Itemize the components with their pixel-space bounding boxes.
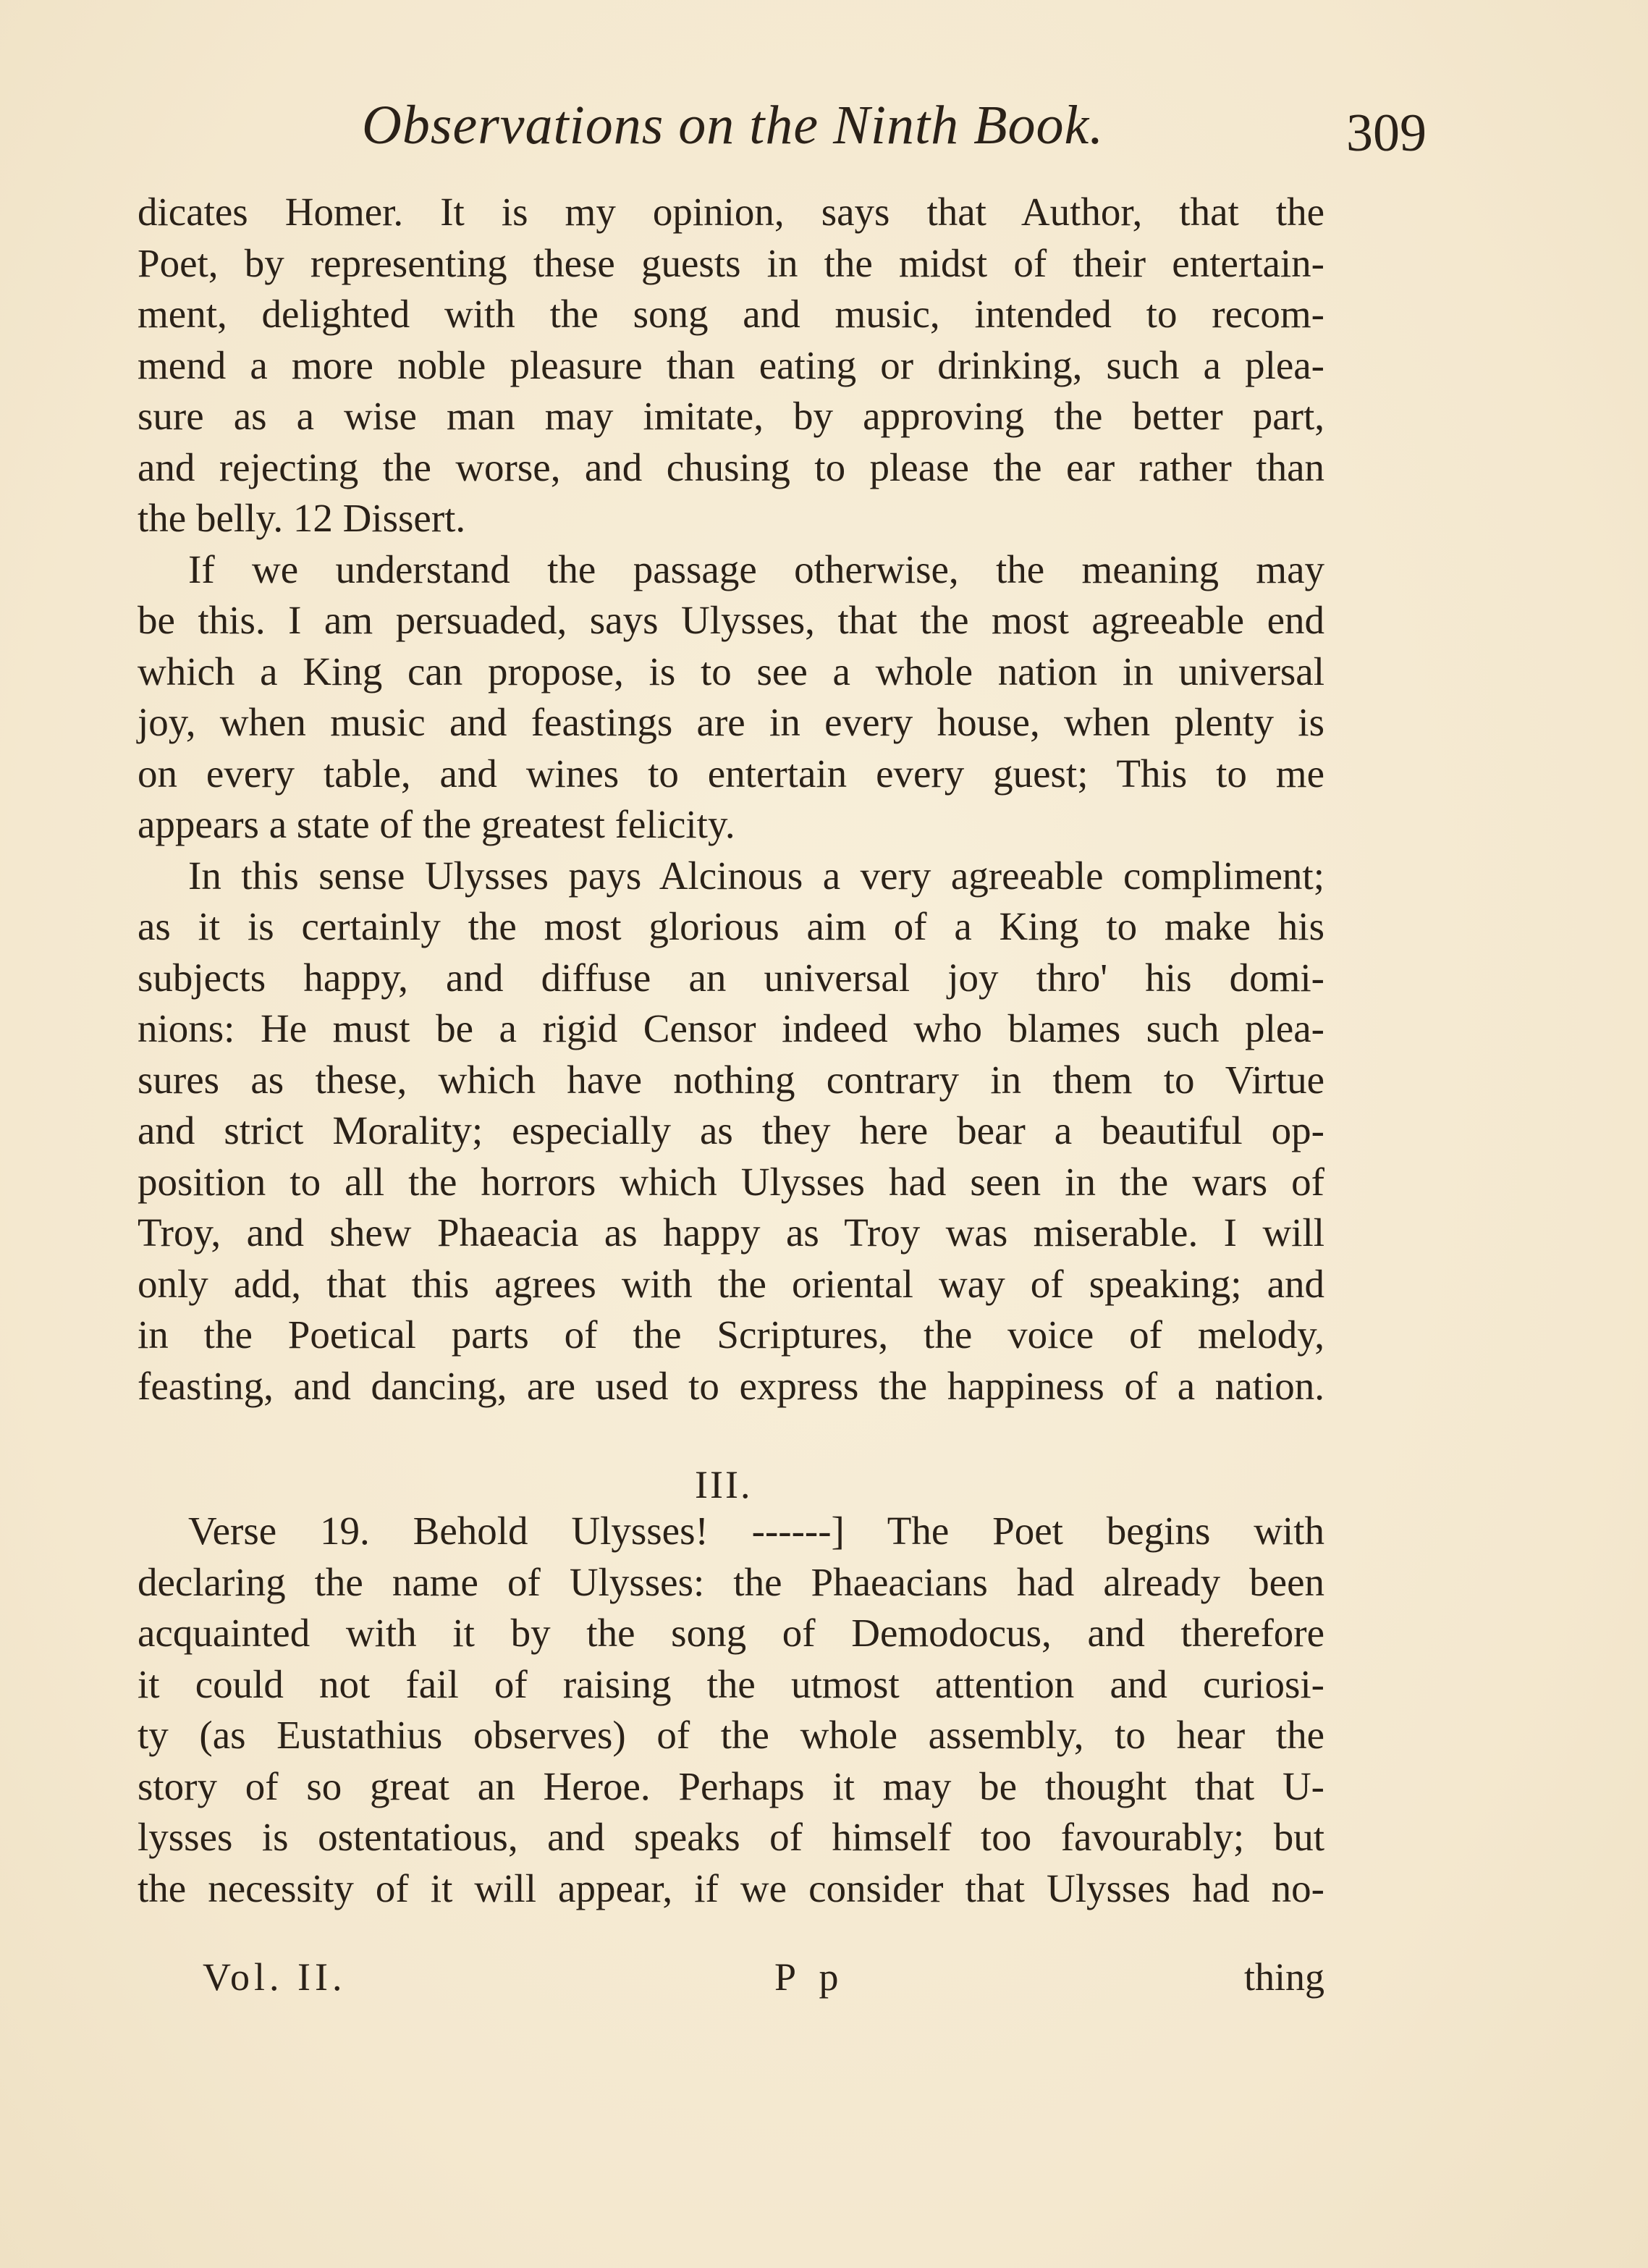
volume-label: Vol. II. [203,1955,347,1999]
signature-mark: P p [774,1955,846,1999]
text-line: mend a more noble pleasure than eating or drinking, such a plea- [138,342,1324,387]
page-footer [203,1955,1324,2012]
running-title: Observations on the Ninth Book. [362,95,1104,156]
text-line: subjects happy, and diffuse an universal joy thro' his domi- [138,955,1324,1000]
text-line: dicates Homer. It is my opinion, says that Author, that the [138,190,1324,234]
running-head [138,94,1440,166]
text-line: joy, when music and feastings are in every house, when plenty is [138,700,1324,744]
text-line: acquainted with it by the song of Demodocus, and therefore [138,1611,1324,1655]
text-line: Troy, and shew Phaeacia as happy as Troy was miserable. I will [138,1210,1324,1255]
text-line: as it is certainly the most glorious aim of a King to make his [138,904,1324,948]
text-line: feasting, and dancing, are used to express the happiness of a nation. [138,1363,1324,1408]
text-line: only add, that this agrees with the oriental way of speaking; and [138,1261,1324,1306]
commentary-block-second [138,1506,1324,1914]
page-number: 309 [1346,104,1427,163]
section-numeral: III. [695,1463,753,1506]
text-line: it could not fail of raising the utmost attention and curiosi- [138,1661,1324,1706]
text-line: ment, delighted with the song and music, intended to recom- [138,292,1324,336]
text-line: sure as a wise man may imitate, by approving the better part, [138,394,1324,438]
text-line: appears a state of the greatest felicity. [138,802,735,846]
commentary-block-first [138,187,1324,1412]
text-line: position to all the horrors which Ulysses had seen in the wars of [138,1159,1324,1204]
text-line: Verse 19. Behold Ulysses! ------] The Poet begins with [188,1509,1324,1553]
catchword: thing [1243,1955,1324,1999]
text-line: sures as these, which have nothing contrary in them to Virtue [138,1057,1324,1102]
text-line: on every table, and wines to entertain every guest; This to me [138,751,1324,796]
text-line: and rejecting the worse, and chusing to please the ear rather than [138,444,1324,489]
text-line: nions: He must be a rigid Censor indeed who blames such plea- [138,1006,1324,1050]
text-line: ty (as Eustathius observes) of the whole assembly, to hear the [138,1713,1324,1757]
text-line: In this sense Ulysses pays Alcinous a very agreeable compliment; [188,853,1324,898]
text-line: the necessity of it will appear, if we consider that Ulysses had no- [138,1866,1324,1910]
text-line: Poet, by representing these guests in the midst of their entertain- [138,240,1324,285]
text-line: the belly. 12 Dissert. [138,496,466,540]
text-line: in the Poetical parts of the Scriptures, the voice of melody, [138,1312,1324,1357]
text-line: and strict Morality; especially as they here bear a beautiful op- [138,1108,1324,1152]
text-line: story of so great an Heroe. Perhaps it may be thought that U- [138,1763,1324,1808]
text-line: lysses is ostentatious, and speaks of himself too favourably; but [138,1815,1324,1859]
text-line: which a King can propose, is to see a whole nation in universal [138,649,1324,694]
text-line: declaring the name of Ulysses: the Phaeacians had already been [138,1559,1324,1604]
text-line: If we understand the passage otherwise, the meaning may [188,547,1324,591]
text-line: be this. I am persuaded, says Ulysses, that the most agreeable end [138,598,1324,642]
